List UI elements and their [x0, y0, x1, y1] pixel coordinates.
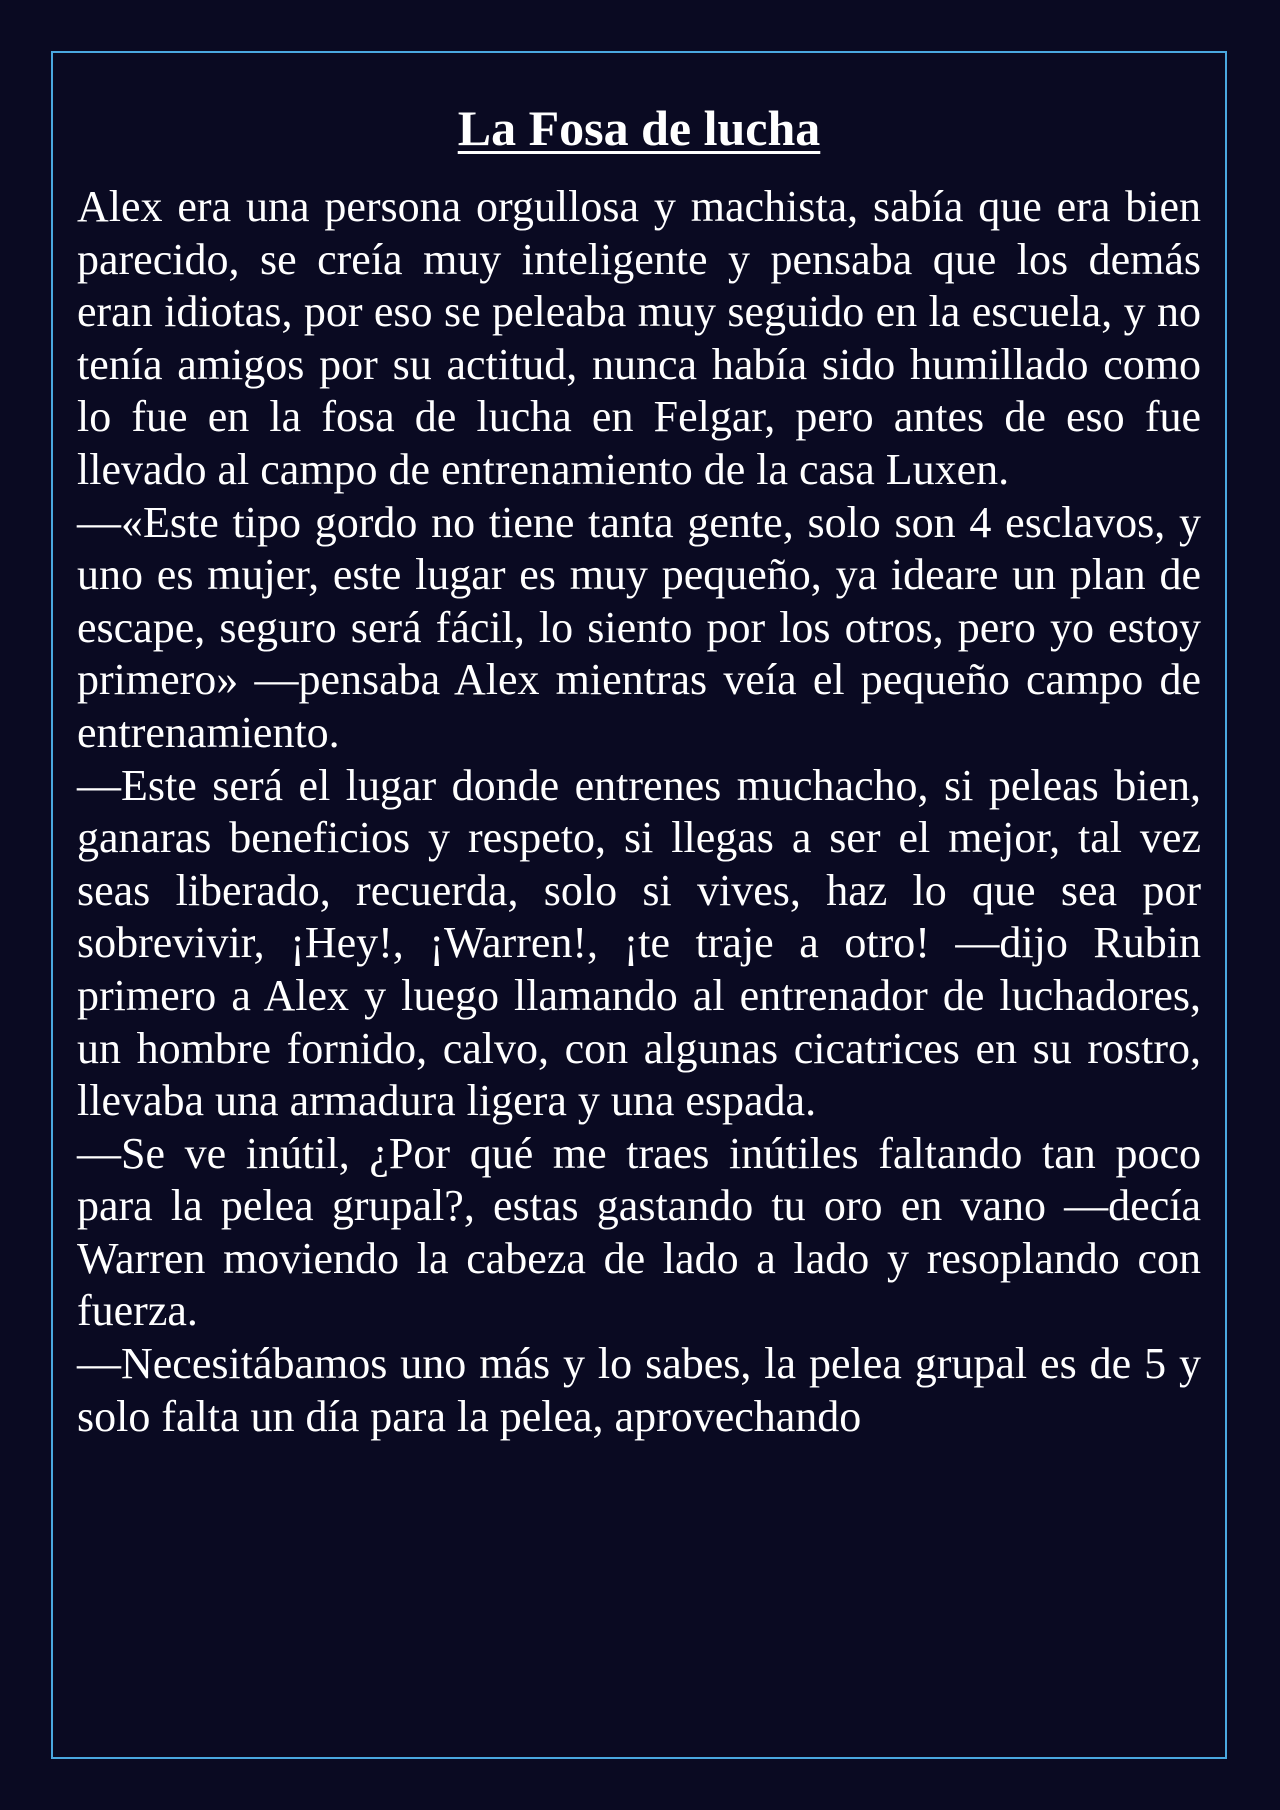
paragraph-3: —Este será el lugar donde entrenes muchacho, si peleas bien, ganaras beneficios y respeto, si llegas a ser el mejor, tal vez seas liberado, recuerda, solo si vives, haz lo que sea por sobrevivir, ¡Hey!, ¡Warren!, ¡te traje a otro! —dijo Rubin primero a Alex y luego llamando al entrenador de luchadores, un hombre fornido, calvo, con algunas cicatrices en su rostro, llevaba una armadura ligera y una espada. [77, 760, 1201, 1126]
story-text [77, 181, 1201, 1443]
paragraph-2: —«Este tipo gordo no tiene tanta gente, solo son 4 esclavos, y uno es mujer, este lugar es muy pequeño, ya ideare un plan de escape, seguro será fácil, lo siento por los otros, pero yo estoy primero» —pensaba Alex mientras veía el pequeño campo de entrenamiento. [77, 497, 1201, 757]
paragraph-1: Alex era una persona orgullosa y machista, sabía que era bien parecido, se creía muy inteligente y pensaba que los demás eran idiotas, por eso se peleaba muy seguido en la escuela, y no tenía amigos por su actitud, nunca había sido humillado como lo fue en la fosa de lucha en Felgar, pero antes de eso fue llevado al campo de entrenamiento de la casa Luxen. [77, 182, 1201, 494]
paragraph-4: —Se ve inútil, ¿Por qué me traes inútiles faltando tan poco para la pelea grupal?, estas gastando tu oro en vano —decía Warren moviendo la cabeza de lado a lado y resoplando con fuerza. [77, 1128, 1201, 1336]
paragraph-5: —Necesitábamos uno más y lo sabes, la pelea grupal es de 5 y solo falta un día para la pelea, aprovechando [77, 1339, 1201, 1441]
page-frame [51, 51, 1227, 1759]
page-title: La Fosa de lucha [457, 100, 821, 156]
